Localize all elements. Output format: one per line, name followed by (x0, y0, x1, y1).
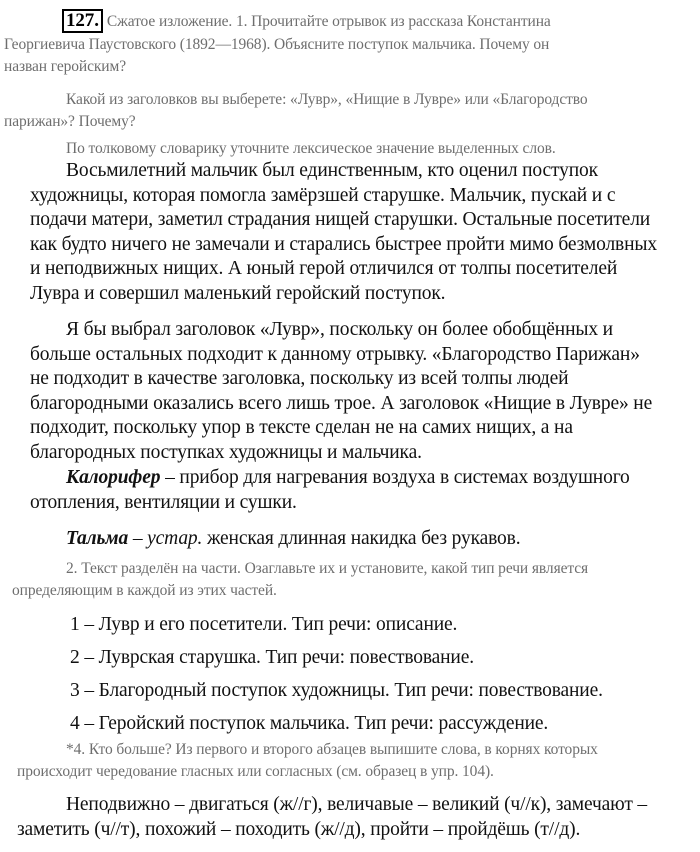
answer-line: Восьмилетний мальчик был единственным, кто оценил поступок (66, 160, 598, 181)
task-4 (0, 739, 700, 783)
intro-line: Георгиевича Паустовского (1892—1968). Объясните поступок мальчика. Почему он (4, 36, 550, 53)
task-line: *4. Кто больше? Из первого и второго абзацев выпишите слова, в корнях которых (66, 741, 598, 758)
question-dictionary (0, 138, 700, 160)
intro-line: назван геройским? (4, 58, 126, 75)
intro-line: Сжатое изложение. 1. Прочитайте отрывок из рассказа Константина (106, 13, 551, 30)
definition-dash: – (128, 528, 148, 549)
part-item: 1 – Лувр и его посетители. Тип речи: описание. (70, 614, 458, 635)
question-line: парижан»? Почему? (4, 113, 136, 130)
part-item: 2 – Луврская старушка. Тип речи: повествование. (70, 647, 474, 668)
answer-line: Неподвижно – двигаться (ж//г), величавые – великий (ч//к), замечают – (66, 794, 648, 815)
question-title (0, 89, 700, 133)
answer-line: подходит, поскольку упор в тексте сделан не на самих нищих, а на (30, 417, 573, 438)
task-line: происходит чередование гласных или согласных (см. образец в упр. 104). (17, 763, 494, 780)
answer-line: Я бы выбрал заголовок «Лувр», поскольку он более обобщённых и (66, 319, 613, 340)
part-item: 3 – Благородный поступок художницы. Тип речи: повествование. (70, 680, 603, 701)
definition-term: Тальма (66, 528, 129, 549)
exercise-intro (0, 9, 700, 78)
answer-line: художницы, которая помогла замёрзшей старушке. Мальчик, пускай и с (30, 184, 616, 206)
answer-4 (0, 793, 700, 842)
task-line: 2. Текст разделён на части. Озаглавьте их и установите, какой тип речи является (66, 560, 589, 577)
exercise-number: 127. (62, 9, 103, 33)
definition-text: прибор для нагревания воздуха в системах воздушного (179, 467, 630, 488)
part-item: 4 – Геройский поступок мальчика. Тип речи: рассуждение. (70, 713, 549, 734)
answer-paragraph-1 (0, 159, 700, 306)
answer-line: больше остальных подходит к данному отрывку. «Благородство Парижан» (30, 343, 640, 365)
answer-line: как будто ничего не замечали и старались быстрее пройти мимо безмолвных (30, 233, 657, 255)
definition-talma (0, 527, 700, 552)
answer-line: и неподвижных нищих. А юный герой отличился от толпы посетителей (30, 258, 618, 279)
question-line: По толковому словарику уточните лексическое значение выделенных слов. (66, 140, 556, 157)
answer-paragraph-2 (0, 318, 700, 465)
answer-line: заметить (ч//т), похожий – походить (ж//д), пройти – пройдёшь (т//д). (17, 818, 581, 840)
answer-line: подачи матери, заметил страдания нищей старушки. Остальные посетители (30, 209, 651, 230)
answer-line: Лувра и совершил маленький геройский поступок. (30, 282, 446, 304)
answer-line: не подходит в качестве заголовка, поскольку из всей толпы людей (30, 368, 569, 389)
task-2 (0, 558, 700, 602)
definition-calorifer (0, 466, 700, 515)
task-line: определяющим в каждой из этих частей. (12, 582, 277, 599)
definition-term: Калорифер (66, 467, 161, 488)
parts-list (0, 613, 700, 745)
answer-line: благородными оказались всего лишь трое. А заголовок «Нищие в Лувре» не (30, 392, 653, 414)
definition-text: женская длинная накидка без рукавов. (202, 528, 521, 549)
definition-note: устар. (147, 528, 203, 549)
answer-line: благородных поступках художницы и мальчика. (30, 441, 422, 463)
question-line: Какой из заголовков вы выберете: «Лувр», «Нищие в Лувре» или «Благородство (66, 91, 588, 108)
definition-text: отопления, вентиляции и сушки. (30, 491, 297, 513)
definition-dash: – (160, 467, 180, 488)
